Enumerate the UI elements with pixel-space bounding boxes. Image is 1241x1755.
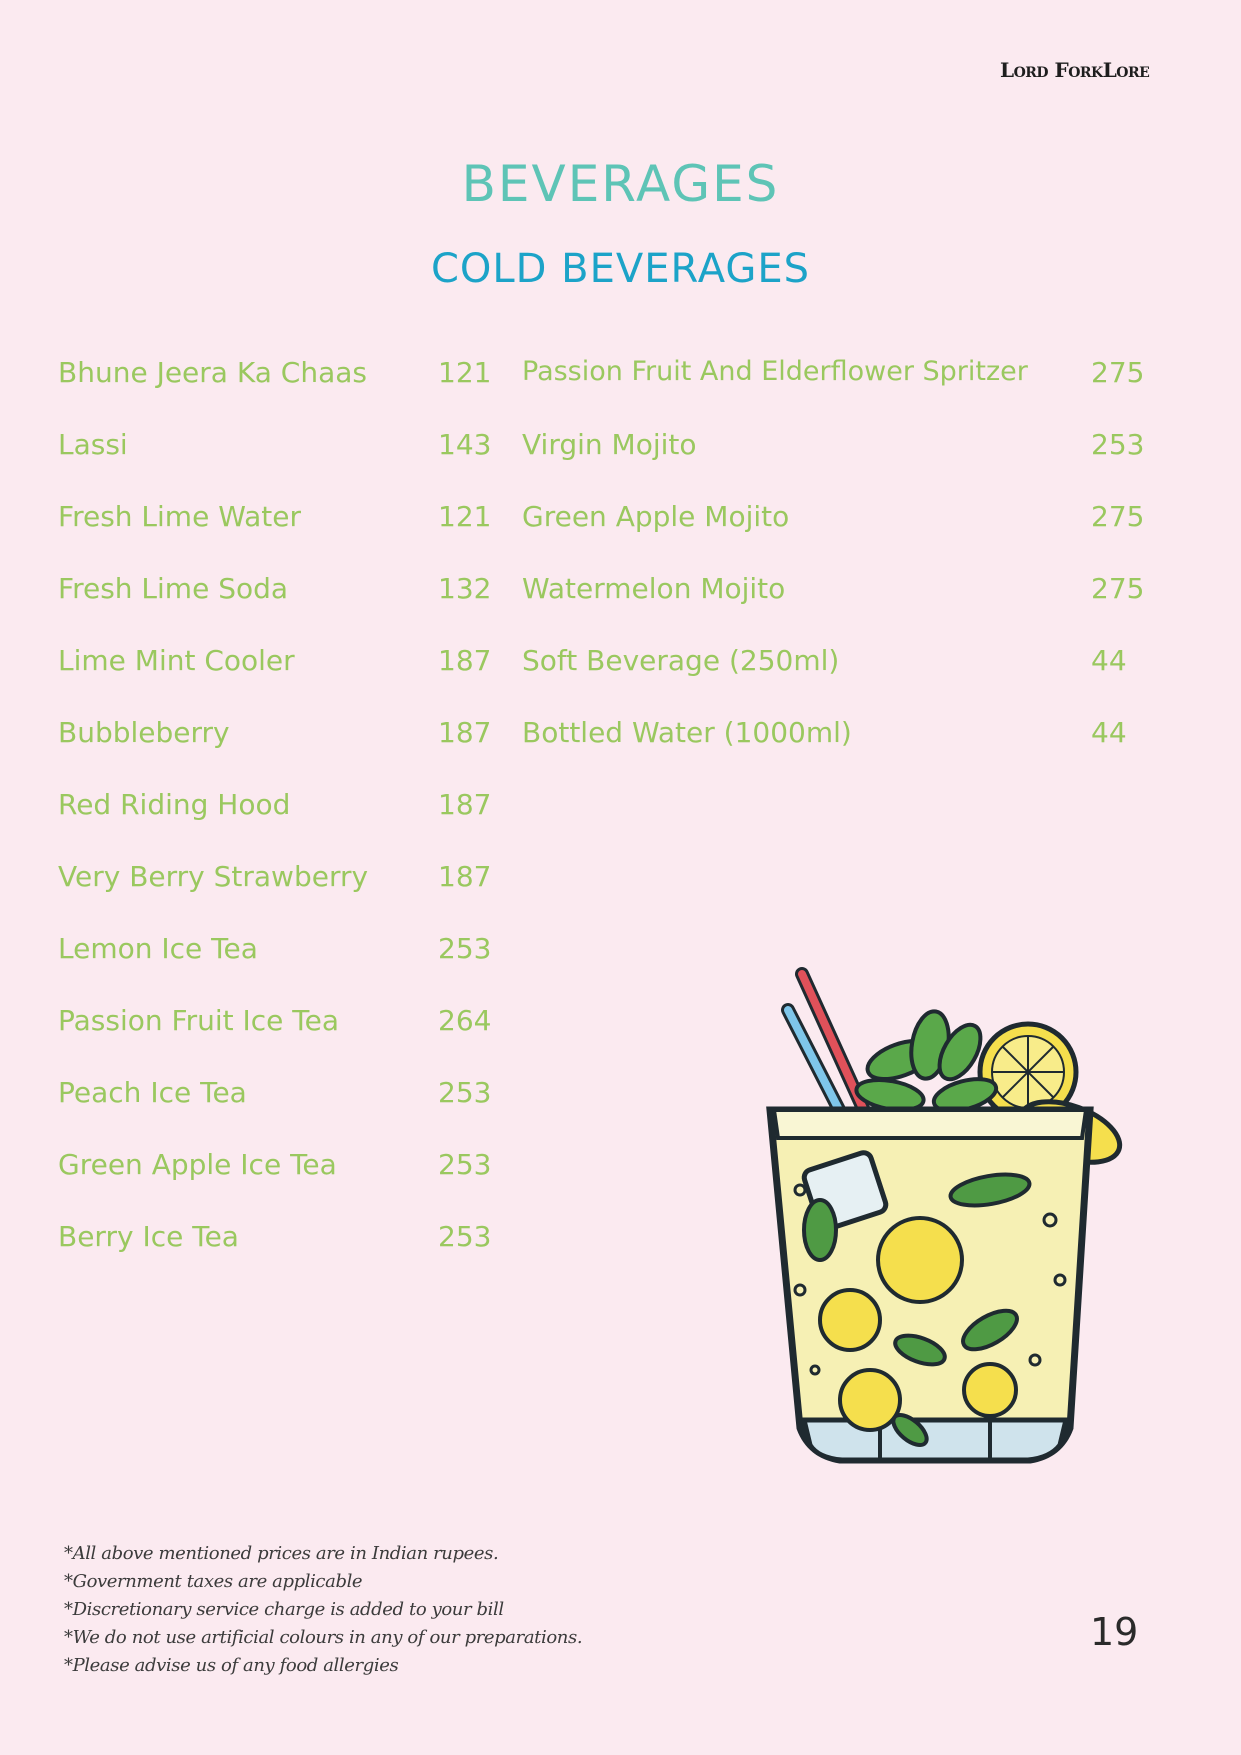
menu-item-price: 187 xyxy=(438,644,492,677)
menu-item-price: 187 xyxy=(438,860,492,893)
menu-item xyxy=(58,1004,498,1044)
menu-item-name: Passion Fruit Ice Tea xyxy=(58,1004,340,1037)
menu-item-name: Green Apple Ice Tea xyxy=(58,1148,337,1181)
menu-item-name: Green Apple Mojito xyxy=(522,500,790,533)
footnote: *All above mentioned prices are in Indian rupees. xyxy=(64,1543,499,1564)
menu-item-name: Peach Ice Tea xyxy=(58,1076,247,1109)
menu-item-price: 253 xyxy=(438,1148,492,1181)
footnote: *Discretionary service charge is added to your bill xyxy=(64,1599,504,1620)
menu-item-price: 121 xyxy=(438,500,492,533)
footnote: *Government taxes are applicable xyxy=(64,1571,363,1592)
menu-item xyxy=(58,1076,498,1116)
menu-item xyxy=(58,932,498,972)
menu-item-price: 44 xyxy=(1091,644,1127,677)
menu-item-name: Lime Mint Cooler xyxy=(58,644,295,677)
menu-item-name: Berry Ice Tea xyxy=(58,1220,239,1253)
menu-item-name: Red Riding Hood xyxy=(58,788,291,821)
menu-item-price: 275 xyxy=(1091,500,1145,533)
mojito-glass-icon xyxy=(760,960,1140,1480)
menu-item-price: 253 xyxy=(438,932,492,965)
menu-item xyxy=(58,428,498,468)
menu-item-name: Fresh Lime Water xyxy=(58,500,301,533)
menu-item-price: 187 xyxy=(438,788,492,821)
menu-item xyxy=(522,428,1162,468)
menu-item xyxy=(522,572,1162,612)
menu-item-price: 275 xyxy=(1091,356,1145,389)
menu-item xyxy=(58,1148,498,1188)
menu-item xyxy=(58,644,498,684)
page-number: 19 xyxy=(1090,1610,1139,1654)
menu-item-name: Bottled Water (1000ml) xyxy=(522,716,852,749)
menu-item xyxy=(522,356,1162,396)
menu-item-name: Lemon Ice Tea xyxy=(58,932,258,965)
menu-item-price: 187 xyxy=(438,716,492,749)
menu-item-price: 44 xyxy=(1091,716,1127,749)
menu-item-name: Bubbleberry xyxy=(58,716,230,749)
menu-item-price: 253 xyxy=(438,1220,492,1253)
menu-item xyxy=(522,716,1162,756)
menu-item xyxy=(58,860,498,900)
menu-item xyxy=(522,500,1162,540)
menu-item-name: Watermelon Mojito xyxy=(522,572,786,605)
menu-item-price: 143 xyxy=(438,428,492,461)
page-title: BEVERAGES xyxy=(461,155,780,213)
menu-item-name: Passion Fruit And Elderflower Spritzer xyxy=(522,356,1028,387)
menu-item xyxy=(522,644,1162,684)
footnote: *Please advise us of any food allergies xyxy=(64,1655,399,1676)
menu-item xyxy=(58,716,498,756)
menu-item-price: 264 xyxy=(438,1004,492,1037)
menu-item-name: Very Berry Strawberry xyxy=(58,860,369,893)
menu-item xyxy=(58,1220,498,1260)
menu-item-name: Lassi xyxy=(58,428,128,461)
menu-item-price: 121 xyxy=(438,356,492,389)
menu-item-name: Fresh Lime Soda xyxy=(58,572,289,605)
brand-logo: Lord ForkLore xyxy=(1000,58,1150,82)
menu-item xyxy=(58,572,498,612)
footnote: *We do not use artificial colours in any of our preparations. xyxy=(64,1627,583,1648)
menu-item xyxy=(58,788,498,828)
menu-item xyxy=(58,356,498,396)
footnotes xyxy=(64,1540,582,1680)
menu-item-name: Virgin Mojito xyxy=(522,428,697,461)
menu-item-price: 275 xyxy=(1091,572,1145,605)
menu-item-price: 253 xyxy=(438,1076,492,1109)
menu-item-name: Bhune Jeera Ka Chaas xyxy=(58,356,367,389)
menu-item-price: 132 xyxy=(438,572,492,605)
section-subtitle: COLD BEVERAGES xyxy=(430,246,811,292)
menu-item xyxy=(58,500,498,540)
menu-item-name: Soft Beverage (250ml) xyxy=(522,644,840,677)
menu-item-price: 253 xyxy=(1091,428,1145,461)
